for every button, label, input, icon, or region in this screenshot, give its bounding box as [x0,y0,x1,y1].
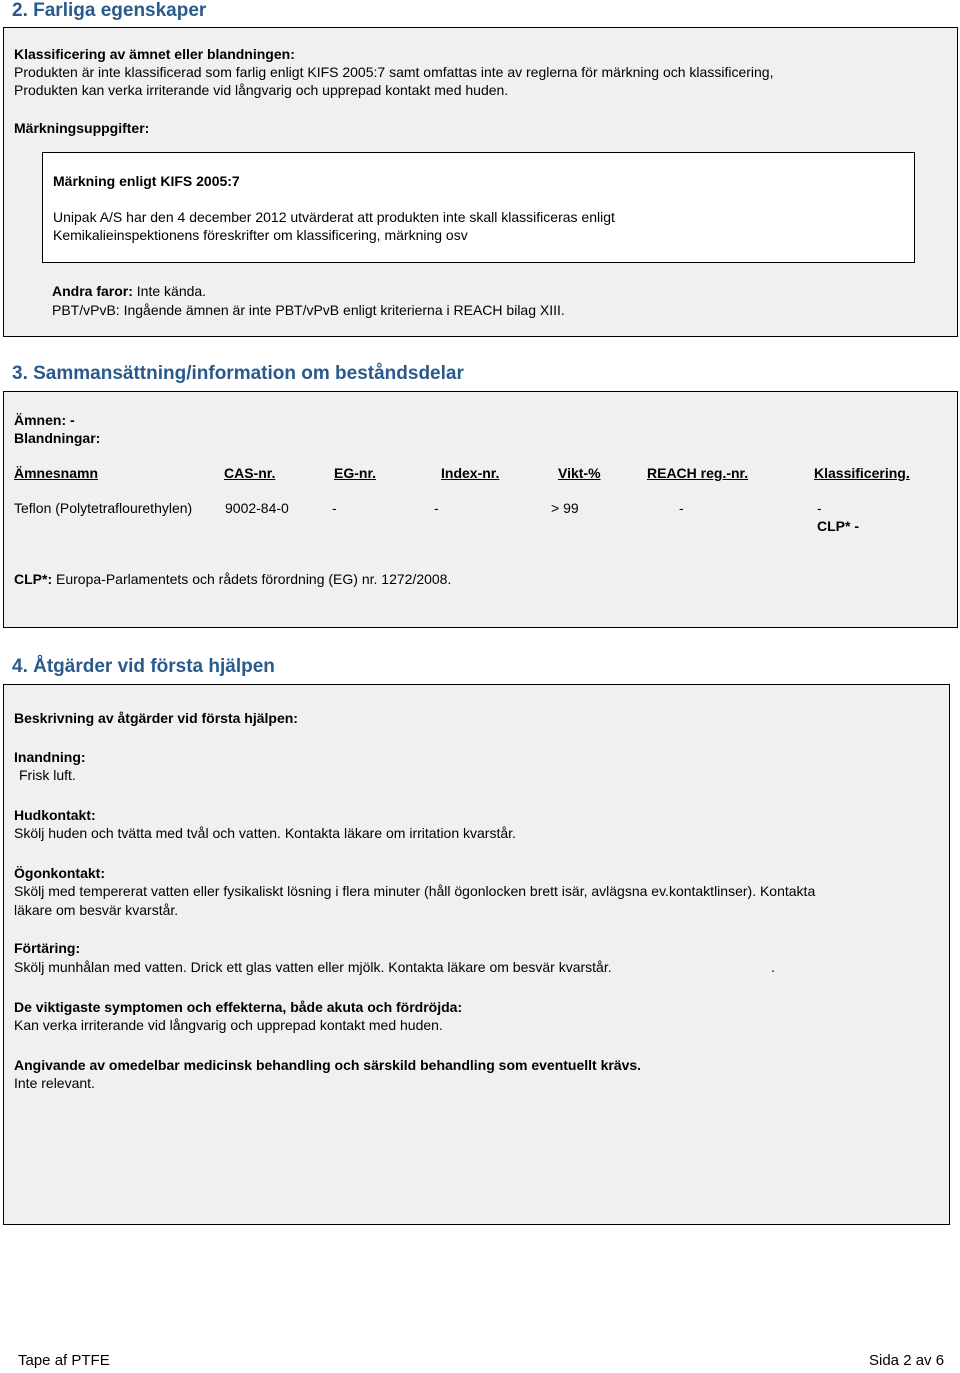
labelling-title: Märkningsuppgifter: [14,120,150,136]
treatment-text: Inte relevant. [14,1075,95,1091]
other-hazards [52,282,206,300]
section-4-heading: 4. Åtgärder vid första hjälpen [12,656,275,677]
eye-contact-text-1: Skölj med tempererat vatten eller fysikaliskt lösning i flera minuter (håll ögonlocken brett isär, avlägsna ev.kontaktlinser). Kontakta [14,883,816,899]
classification-line-1: Produkten är inte klassificerad som farlig enligt KIFS 2005:7 samt omfattas inte av reglerna för märkning och klassificering, [14,64,774,80]
classification-line-2: Produkten kan verka irriterande vid långvarig och upprepad kontakt med huden. [14,82,509,98]
cell-weight: > 99 [551,500,579,516]
symptoms-text: Kan verka irriterande vid långvarig och upprepad kontakt med huden. [14,1017,443,1033]
cell-cas: 9002-84-0 [225,500,289,516]
pbt-line: PBT/vPvB: Ingående ämnen är inte PBT/vPvB enligt kriterierna i REACH bilag XIII. [52,302,565,318]
eye-contact-title: Ögonkontakt: [14,865,105,881]
clp-footnote-value: Europa-Parlamentets och rådets förordning (EG) nr. 1272/2008. [56,571,452,587]
symptoms-title: De viktigaste symptomen och effekterna, både akuta och fördröjda: [14,999,463,1015]
first-aid-description-title: Beskrivning av åtgärder vid första hjälpen: [14,710,298,726]
col-header-eg: EG-nr. [334,465,377,481]
section-2-box [3,27,958,337]
cell-index: - [434,500,439,516]
section-2-heading: 2. Farliga egenskaper [12,0,207,21]
other-hazards-value: Inte kända. [136,283,207,299]
footer-page-number: Sida 2 av 6 [869,1352,945,1369]
footer-product-name: Tape af PTFE [18,1352,110,1369]
col-header-reach: REACH reg.-nr. [647,465,749,481]
skin-contact-text: Skölj huden och tvätta med tvål och vatten. Kontakta läkare om irritation kvarstår. [14,825,516,841]
labelling-box-line-2: Kemikalieinspektionens föreskrifter om klassificering, märkning osv [53,227,468,243]
cell-clp: CLP* - [817,518,859,534]
labelling-box [42,152,915,263]
clp-footnote-label: CLP*: [14,571,53,587]
col-header-name: Ämnesnamn [14,465,99,481]
classification-title: Klassificering av ämnet eller blandningen: [14,46,295,62]
cell-eg: - [332,500,337,516]
substances-label: Ämnen: - [14,412,75,428]
treatment-title: Angivande av omedelbar medicinsk behandling och särskild behandling som eventuellt krävs. [14,1057,642,1073]
section-4-box [3,684,950,1225]
inhalation-title: Inandning: [14,749,86,765]
section-3-heading: 3. Sammansättning/information om beståndsdelar [12,363,464,384]
col-header-classification: Klassificering. [814,465,910,481]
col-header-cas: CAS-nr. [224,465,276,481]
labelling-box-title: Märkning enligt KIFS 2005:7 [53,173,240,189]
section-3-box [3,391,958,628]
cell-name: Teflon (Polytetraflourethylen) [14,500,193,516]
ingestion-title: Förtäring: [14,940,81,956]
clp-footnote [14,570,451,588]
skin-contact-title: Hudkontakt: [14,807,96,823]
ingestion-dot: . [771,959,775,975]
ingestion-text: Skölj munhålan med vatten. Drick ett glas vatten eller mjölk. Kontakta läkare om besvär kvarstår. [14,959,612,975]
col-header-weight: Vikt-% [558,465,601,481]
mixtures-label: Blandningar: [14,430,101,446]
other-hazards-label: Andra faror: [52,283,133,299]
inhalation-text: Frisk luft. [19,767,76,783]
eye-contact-text-2: läkare om besvär kvarstår. [14,902,179,918]
cell-classification: - [817,500,822,516]
labelling-box-line-1: Unipak A/S har den 4 december 2012 utvärderat att produkten inte skall klassificeras enligt [53,209,615,225]
col-header-index: Index-nr. [441,465,500,481]
cell-reach: - [679,500,684,516]
